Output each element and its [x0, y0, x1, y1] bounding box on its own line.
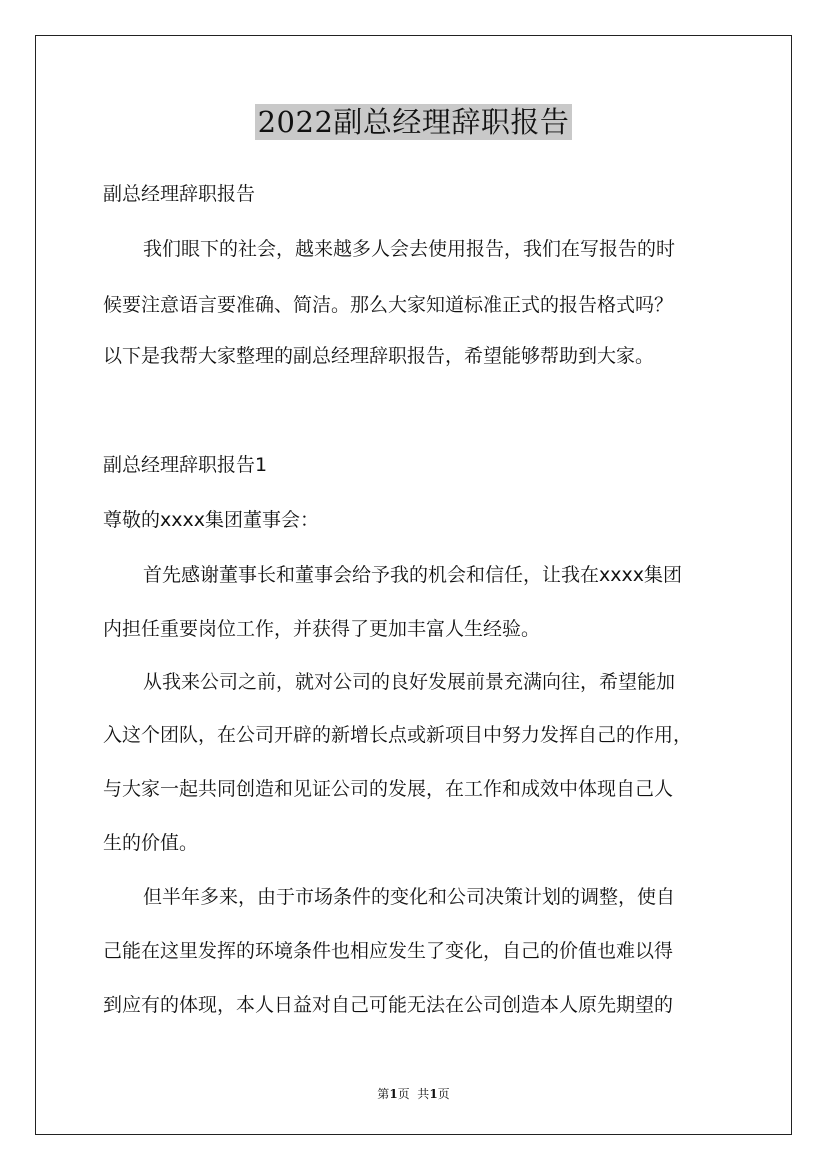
document-title: 2022副总经理辞职报告: [255, 104, 573, 140]
page-total: 1: [429, 1087, 438, 1101]
page-label-suffix: 页: [437, 1087, 450, 1101]
paragraph-line: 但半年多来，由于市场条件的变化和公司决策计划的调整，使自: [143, 886, 676, 908]
paragraph-line: 与大家一起共同创造和见证公司的发展，在工作和成效中体现自己人: [103, 778, 674, 800]
intro-line: 以下是我帮大家整理的副总经理辞职报告，希望能够帮助到大家。: [103, 345, 655, 367]
paragraph-line: 入这个团队，在公司开辟的新增长点或新项目中努力发挥自己的作用，: [103, 724, 693, 746]
section-title: 副总经理辞职报告1: [103, 454, 268, 476]
page-label-mid: 页 共: [397, 1087, 430, 1101]
page-label-prefix: 第: [377, 1087, 390, 1101]
intro-line: 我们眼下的社会，越来越多人会去使用报告，我们在写报告的时: [143, 238, 676, 260]
paragraph-line: 己能在这里发挥的环境条件也相应发生了变化，自己的价值也难以得: [103, 940, 674, 962]
salutation: 尊敬的xxxx集团董事会：: [103, 509, 319, 531]
intro-line: 候要注意语言要准确、简洁。那么大家知道标准正式的报告格式吗？: [103, 294, 674, 316]
page-footer: [0, 1085, 827, 1102]
paragraph-line: 内担任重要岗位工作，并获得了更加丰富人生经验。: [103, 618, 541, 640]
paragraph-line: 生的价值。: [103, 832, 199, 854]
paragraph-line: 首先感谢董事长和董事会给予我的机会和信任，让我在xxxx集团: [143, 564, 682, 586]
title-container: [0, 104, 827, 140]
heading: 副总经理辞职报告: [103, 183, 256, 205]
page-current: 1: [389, 1087, 398, 1101]
paragraph-line: 从我来公司之前，就对公司的良好发展前景充满向往，希望能加: [143, 671, 676, 693]
paragraph-line: 到应有的体现，本人日益对自己可能无法在公司创造本人原先期望的: [103, 994, 674, 1016]
